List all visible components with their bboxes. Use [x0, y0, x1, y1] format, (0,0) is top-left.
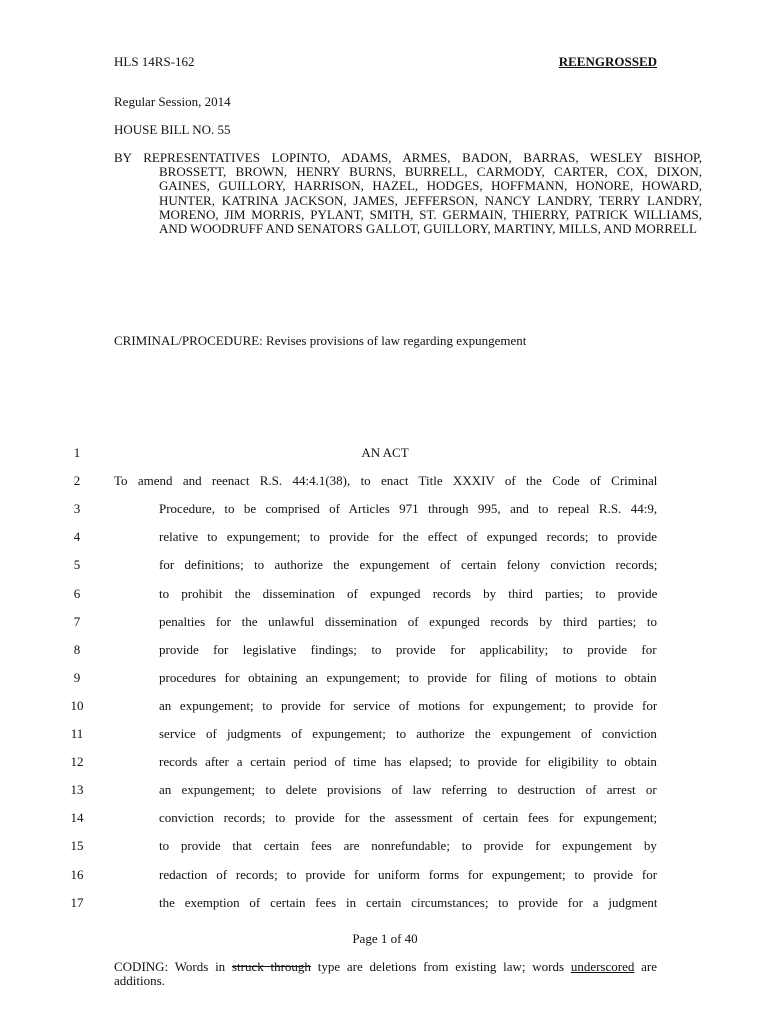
digest: CRIMINAL/PROCEDURE: Revises provisions of law regarding expungement: [114, 333, 527, 348]
line-number: 14: [70, 810, 84, 826]
line-text: to provide that certain fees are nonrefundable; to provide for expungement by: [159, 838, 657, 854]
line-text: penalties for the unlawful dissemination of expunged records by third parties; to: [159, 613, 657, 629]
line-number: 2: [73, 473, 81, 489]
bill-code: HLS 14RS-162: [114, 54, 195, 69]
coding-middle: type are deletions from existing law; words: [317, 959, 565, 974]
page-number: Page 1 of 40: [352, 931, 418, 946]
line-text: the exemption of certain fees in certain circumstances; to provide for a judgment: [159, 894, 657, 910]
coding-prefix: CODING: Words in: [114, 959, 226, 974]
bill-number: HOUSE BILL NO. 55: [114, 122, 231, 137]
line-number: 12: [70, 754, 84, 770]
line-text: procedures for obtaining an expungement; to provide for filing of motions to obtain: [159, 669, 657, 685]
line-number: 9: [73, 669, 81, 685]
line-number: 6: [73, 585, 81, 601]
line-text: To amend and reenact R.S. 44:4.1(38), to enact Title XXXIV of the Code of Criminal: [114, 473, 657, 489]
line-number: 10: [70, 697, 84, 713]
line-text: an expungement; to delete provisions of law referring to destruction of arrest or: [159, 782, 657, 798]
line-number: 15: [70, 838, 84, 854]
line-number: 16: [70, 866, 84, 882]
line-number: 7: [73, 613, 81, 629]
coding-suffix: are additions.: [114, 959, 657, 988]
coding-underscored: underscored: [570, 959, 635, 974]
line-number: 1: [73, 445, 81, 460]
sponsors: BY REPRESENTATIVES LOPINTO, ADAMS, ARMES, BADON, BARRAS, WESLEY BISHOP, BROSSETT, BROWN, HENRY BURNS, BURRELL, CARMODY, CARTER, COX, DIXON, GAINES, GUILLORY, HARRISON, HAZEL, HODGES, HOFFMANN, HONORE, HOWARD, HUNTER, KATRINA JACKSON, JAMES, JEFFERSON, NANCY LANDRY, TERRY LANDRY, MORENO, JIM MORRIS, PYLANT, SMITH, ST. GERMAIN, THIERRY, PATRICK WILLIAMS, AND WOODRUFF AND SENATORS GALLOT, GUILLORY, MARTINY, MILLS, AND MORRELL: [114, 150, 702, 237]
line-text: Procedure, to be comprised of Articles 971 through 995, and to repeal R.S. 44:9,: [159, 501, 657, 517]
line-text: redaction of records; to provide for uniform forms for expungement; to provide for: [159, 866, 657, 882]
act-title: AN ACT: [361, 445, 409, 460]
line-text: to prohibit the dissemination of expunged records by third parties; to provide: [159, 585, 657, 601]
coding-note: [114, 960, 657, 988]
line-number: 5: [73, 557, 81, 573]
line-number: 11: [70, 726, 84, 741]
session: Regular Session, 2014: [114, 94, 231, 109]
line-text: an expungement; to provide for service of motions for expungement; to provide for: [159, 697, 657, 713]
line-text: relative to expungement; to provide for the effect of expunged records; to provide: [159, 529, 657, 545]
line-text: conviction records; to provide for the assessment of certain fees for expungement;: [159, 810, 657, 826]
line-text: for definitions; to authorize the expungement of certain felony conviction records;: [159, 557, 657, 573]
line-number: 17: [70, 894, 84, 910]
bill-status: REENGROSSED: [558, 54, 657, 69]
line-number: 4: [73, 529, 81, 545]
line-number: 13: [70, 782, 84, 798]
coding-struck: struck through: [231, 959, 311, 974]
line-number: 8: [73, 641, 81, 657]
line-text: records after a certain period of time has elapsed; to provide for eligibility to obtain: [159, 754, 657, 770]
line-text: provide for legislative findings; to provide for applicability; to provide for: [159, 641, 657, 657]
line-number: 3: [73, 501, 81, 517]
line-text: service of judgments of expungement; to authorize the expungement of conviction: [159, 726, 657, 741]
